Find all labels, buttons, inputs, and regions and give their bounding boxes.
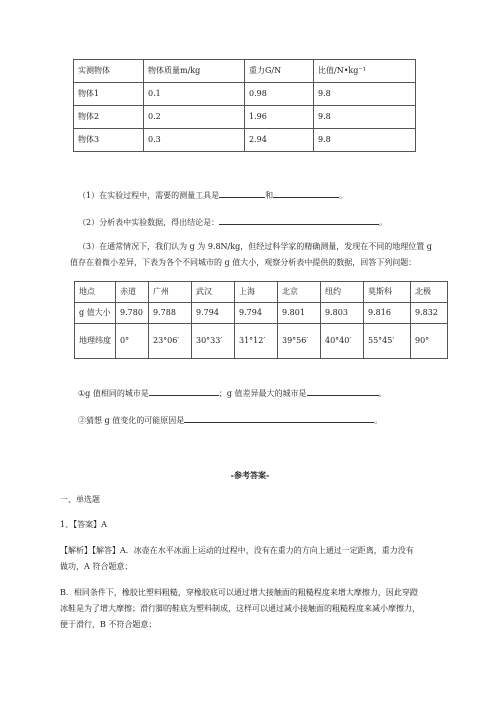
- table-cell: 90°: [411, 324, 448, 359]
- table-header-cell: 重力G/N: [245, 60, 314, 83]
- table-cell: 0.98: [245, 83, 314, 106]
- table-cell: g 值大小: [75, 303, 116, 324]
- table-cell: 广州: [149, 282, 192, 303]
- table-cell: 莫斯科: [364, 282, 411, 303]
- table-row: [74, 129, 416, 152]
- table-cell: 55°45′: [364, 324, 411, 359]
- answer-blank: [219, 216, 379, 225]
- question-1-text: （1）在实验过程中，需要的测量工具是: [78, 191, 220, 200]
- table-header-cell: 实测物体: [74, 60, 144, 83]
- table-cell: 9.780: [116, 303, 149, 324]
- table-cell: 9.794: [235, 303, 278, 324]
- table-row: [75, 324, 448, 359]
- analysis-paragraph-line: 冰鞋是为了增大摩擦；滑行脚的鞋底为塑料制成，这样可以通过减小接触面的粗糙程度来减小摩擦力，: [60, 604, 420, 613]
- table-cell: 0.2: [144, 106, 245, 129]
- table-cell: 9.794: [192, 303, 235, 324]
- table-cell: 北极: [411, 282, 448, 303]
- answer-blank: [184, 414, 374, 423]
- question-2: [78, 216, 387, 228]
- table-row: [74, 83, 416, 106]
- table-cell: 9.788: [149, 303, 192, 324]
- table-cell: 北京: [278, 282, 321, 303]
- table-cell: 39°56′: [278, 324, 321, 359]
- analysis-paragraph-line: 便于滑行，B 不符合题意；: [60, 620, 157, 629]
- table-cell: 9.832: [411, 303, 448, 324]
- table-row: [75, 303, 448, 324]
- question-3-1: [78, 387, 387, 399]
- question-2-end: 。: [379, 218, 388, 227]
- table-cell: 0.3: [144, 129, 245, 152]
- question-3-line-1: （3）在通常情况下，我们认为 g 为 9.8N/kg，但经过科学家的精确测量，发现在不同的地理位置 g: [78, 242, 432, 251]
- answer-blank: [273, 189, 339, 198]
- question-3-line-2: 值存在着微小差异，下表为各个不同城市的 g 值大小，观察分析表中提供的数据，回答下列问题：: [70, 258, 417, 267]
- answer-item-1: 1、【答案】A: [60, 520, 107, 529]
- table-cell: 物体1: [74, 83, 144, 106]
- table-cell: 地点: [75, 282, 116, 303]
- table-row: [75, 282, 448, 303]
- answer-blank: [219, 189, 265, 198]
- question-1-mid: 和: [265, 191, 274, 200]
- table-cell: 武汉: [192, 282, 235, 303]
- table-cell: 纽约: [321, 282, 364, 303]
- table-cell: 2.94: [245, 129, 314, 152]
- table-cell: 9.8: [314, 83, 416, 106]
- gravity-table: [74, 281, 448, 359]
- table-row: [74, 106, 416, 129]
- table-cell: 30°33′: [192, 324, 235, 359]
- answer-blank: [149, 387, 219, 396]
- question-3-2-text: ②猜想 g 值变化的可能原因是: [78, 416, 185, 425]
- question-3-1-text: ①g 值相同的城市是: [78, 389, 149, 398]
- analysis-paragraph-line: 【解析】【解答】A．冰壶在水平冰面上运动的过程中，没有在重力的方向上通过一定距离，重力没有: [60, 546, 414, 555]
- question-3-1-mid: ；g 值差异最大的城市是: [218, 389, 307, 398]
- table-cell: 0°: [116, 324, 149, 359]
- table-cell: 23°06′: [149, 324, 192, 359]
- answer-title: -参考答案-: [230, 470, 270, 480]
- table-cell: 31°12′: [235, 324, 278, 359]
- table-cell: 1.96: [245, 106, 314, 129]
- table-cell: 9.816: [364, 303, 411, 324]
- question-1: [78, 189, 347, 201]
- table-cell: 9.801: [278, 303, 321, 324]
- table-header-cell: 物体质量m/kg: [144, 60, 245, 83]
- table-cell: 物体2: [74, 106, 144, 129]
- table-cell: 9.803: [321, 303, 364, 324]
- answer-blank: [307, 387, 379, 396]
- question-1-end: 。: [339, 191, 348, 200]
- table-cell: 9.8: [314, 129, 416, 152]
- question-2-text: （2）分析表中实验数据，得出结论是：: [78, 218, 220, 227]
- table-header-row: [74, 60, 416, 83]
- question-3-2: [78, 414, 382, 426]
- table-cell: 地理纬度: [75, 324, 116, 359]
- analysis-paragraph-line: 做功，A 符合题意；: [60, 562, 133, 571]
- table-cell: 9.8: [314, 106, 416, 129]
- measurement-table: [73, 59, 416, 152]
- table-cell: 40°40′: [321, 324, 364, 359]
- table-cell: 0.1: [144, 83, 245, 106]
- question-3-1-end: 。: [378, 389, 387, 398]
- section-heading: 一、单选题: [60, 495, 100, 504]
- table-header-cell: 比值/N•kg⁻¹: [314, 60, 416, 83]
- table-cell: 上海: [235, 282, 278, 303]
- analysis-paragraph-line: B．相同条件下，橡胶比塑料粗糙，穿橡胶底可以通过增大接触面的粗糙程度来增大摩擦力，因此穿蹬: [60, 588, 418, 597]
- question-3-2-end: 。: [374, 416, 383, 425]
- table-cell: 赤道: [116, 282, 149, 303]
- table-cell: 物体3: [74, 129, 144, 152]
